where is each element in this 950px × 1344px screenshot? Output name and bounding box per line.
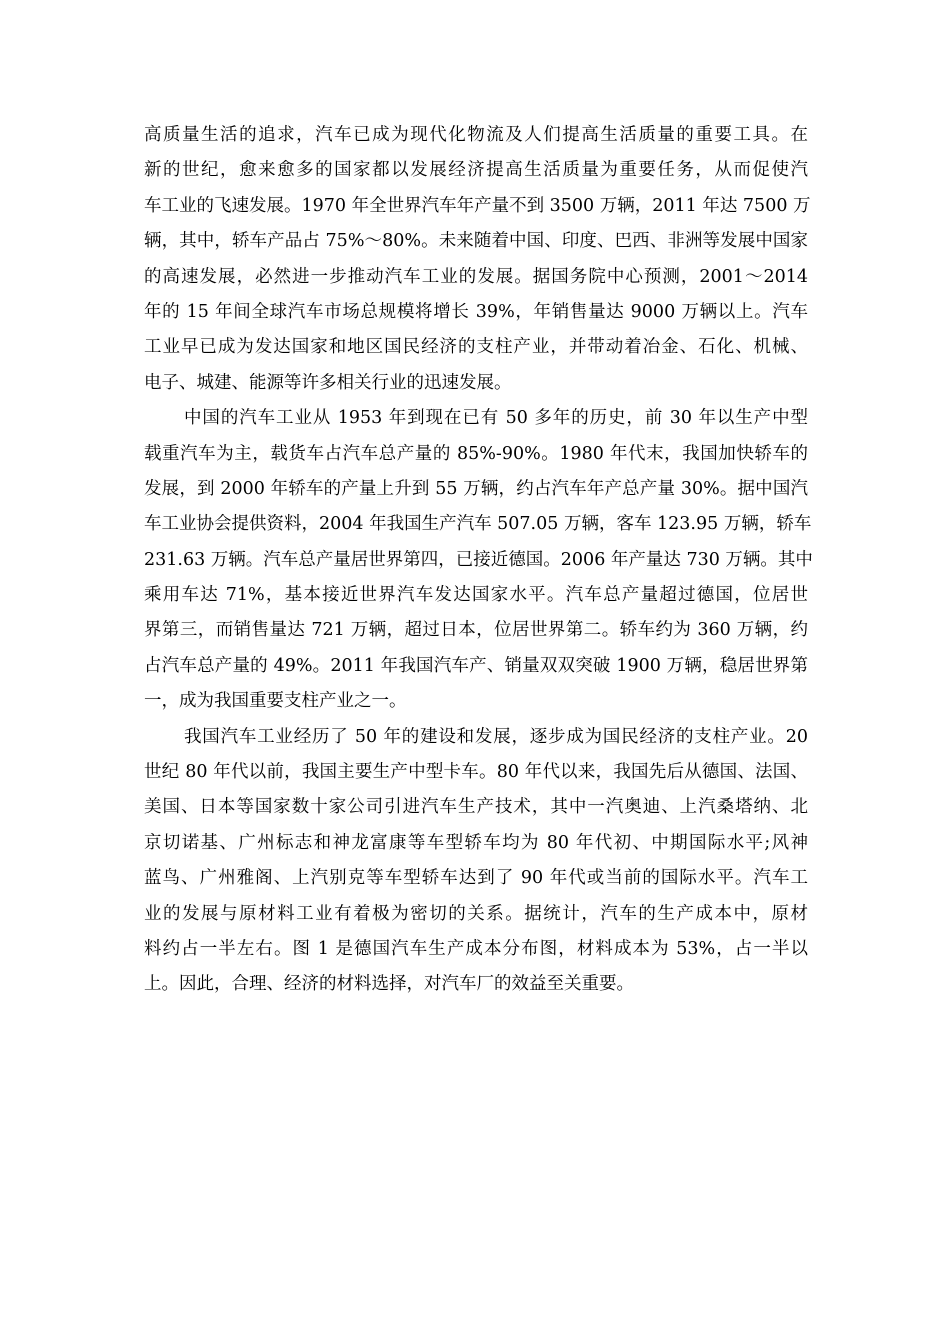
- text-line: 中国的汽车工业从 1953 年到现在已有 50 多年的历史，前 30 年以生产中型: [184, 408, 808, 429]
- text-line: 年的 15 年间全球汽车市场总规模将增长 39%，年销售量达 9000 万辆以上。汽车: [144, 301, 808, 322]
- paragraph-3: [144, 720, 808, 1003]
- text-line: 乘用车达 71%，基本接近世界汽车发达国家水平。汽车总产量超过德国，位居世: [144, 585, 808, 606]
- text-line: 上。因此，合理、经济的材料选择，对汽车厂的效益至关重要。: [144, 974, 634, 995]
- text-line: 业的发展与原材料工业有着极为密切的关系。据统计，汽车的生产成本中，原材: [144, 903, 808, 924]
- text-line: 高质量生活的追求，汽车已成为现代化物流及人们提高生活质量的重要工具。在: [144, 125, 808, 145]
- text-line: 蓝鸟、广州雅阁、上汽别克等车型轿车达到了 90 年代或当前的国际水平。汽车工: [144, 868, 808, 889]
- text-line: 工业早已成为发达国家和地区国民经济的支柱产业，并带动着冶金、石化、机械、: [144, 337, 808, 358]
- document-body: [144, 118, 813, 1003]
- text-line: 占汽车总产量的 49%。2011 年我国汽车产、销量双双突破 1900 万辆，稳居世界第: [144, 655, 808, 676]
- text-line: 电子、城建、能源等许多相关行业的迅速发展。: [144, 372, 512, 393]
- text-line: 发展，到 2000 年轿车的产量上升到 55 万辆，约占汽车年产总产量 30%。据中国汽: [144, 478, 808, 499]
- text-line: 界第三，而销售量达 721 万辆，超过日本，位居世界第二。轿车约为 360 万辆，约: [144, 620, 808, 641]
- text-line: 京切诺基、广州标志和神龙富康等车型轿车均为 80 年代初、中期国际水平;风神: [144, 832, 808, 853]
- text-line: 的高速发展，必然进一步推动汽车工业的发展。据国务院中心预测，2001～2014: [144, 266, 808, 287]
- paragraph-2: [144, 401, 813, 720]
- text-line: 载重汽车为主，载货车占汽车总产量的 85%-90%。1980 年代末，我国加快轿车的: [144, 443, 808, 464]
- text-line: 一，成为我国重要支柱产业之一。: [144, 691, 407, 712]
- text-line: 231.63 万辆。汽车总产量居世界第四，已接近德国。2006 年产量达 730 万辆。其中: [144, 549, 813, 570]
- text-line: 我国汽车工业经历了 50 年的建设和发展，逐步成为国民经济的支柱产业。20: [184, 726, 808, 747]
- text-line: 车工业协会提供资料，2004 年我国生产汽车 507.05 万辆，客车 123.95 万辆，轿车: [144, 514, 812, 535]
- paragraph-1: [144, 118, 811, 401]
- text-line: 新的世纪，愈来愈多的国家都以发展经济提高生活质量为重要任务，从而促使汽: [144, 160, 808, 181]
- text-line: 料约占一半左右。图 1 是德国汽车生产成本分布图，材料成本为 53%，占一半以: [144, 938, 808, 959]
- text-line: 世纪 80 年代以前，我国主要生产中型卡车。80 年代以来，我国先后从德国、法国、: [144, 762, 808, 783]
- text-line: 辆，其中，轿车产品占 75%～80%。未来随着中国、印度、巴西、非洲等发展中国家: [144, 231, 808, 252]
- text-line: 美国、日本等国家数十家公司引进汽车生产技术，其中一汽奥迪、上汽桑塔纳、北: [144, 797, 808, 818]
- text-line: 车工业的飞速发展。1970 年全世界汽车年产量不到 3500 万辆，2011 年达 7500 万: [144, 195, 811, 216]
